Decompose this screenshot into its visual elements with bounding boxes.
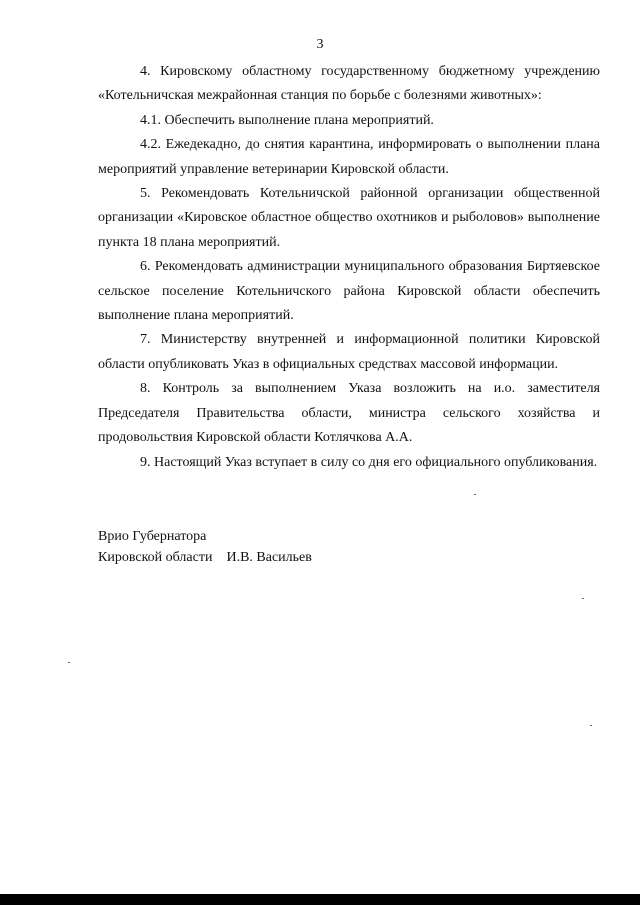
paragraph-9: 9. Настоящий Указ вступает в силу со дня его официального опубликования. [140, 454, 598, 470]
signatory-region: Кировской области [98, 550, 213, 565]
signatory-title-line2 [98, 547, 312, 568]
paragraph-6: 6. Рекомендовать администрации муниципального образования Биртяевское сельское поселение Котельничского района Кировской области обеспечить выполнение плана мероприятий. [98, 259, 600, 324]
scan-speck [68, 662, 70, 663]
page-number: 3 [316, 37, 324, 52]
paragraph-4-2: 4.2. Ежедекадно, до снятия карантина, информировать о выполнении плана мероприятий управление ветеринарии Кировской области. [98, 137, 600, 177]
paragraph-4: 4. Кировскому областному государственному бюджетному учреждению «Котельничская межрайонная станция по борьбе с болезнями животных»: [98, 64, 600, 104]
paragraph-7: 7. Министерству внутренней и информационной политики Кировской области опубликовать Указ в официальных средствах массовой информации. [98, 332, 600, 372]
paragraph-5: 5. Рекомендовать Котельничской районной организации общественной организации «Кировское областное общество охотников и рыболовов» выполнение пункта 18 плана мероприятий. [98, 186, 600, 250]
scan-speck [590, 725, 592, 726]
signatory-name: И.В. Васильев [226, 550, 312, 565]
decree-body [98, 60, 600, 475]
paragraph-4-1: 4.1. Обеспечить выполнение плана мероприятий. [140, 112, 434, 128]
signatory-title-line1: Врио Губернатора [98, 529, 207, 544]
scan-speck [582, 598, 584, 599]
scan-bottom-edge [0, 894, 640, 905]
scan-speck [474, 494, 476, 495]
signature-block [98, 526, 312, 568]
paragraph-8: 8. Контроль за выполнением Указа возложить на и.о. заместителя Председателя Правительства области, министра сельского хозяйства и продовольствия Кировской области Котлячкова А.А. [98, 381, 600, 446]
